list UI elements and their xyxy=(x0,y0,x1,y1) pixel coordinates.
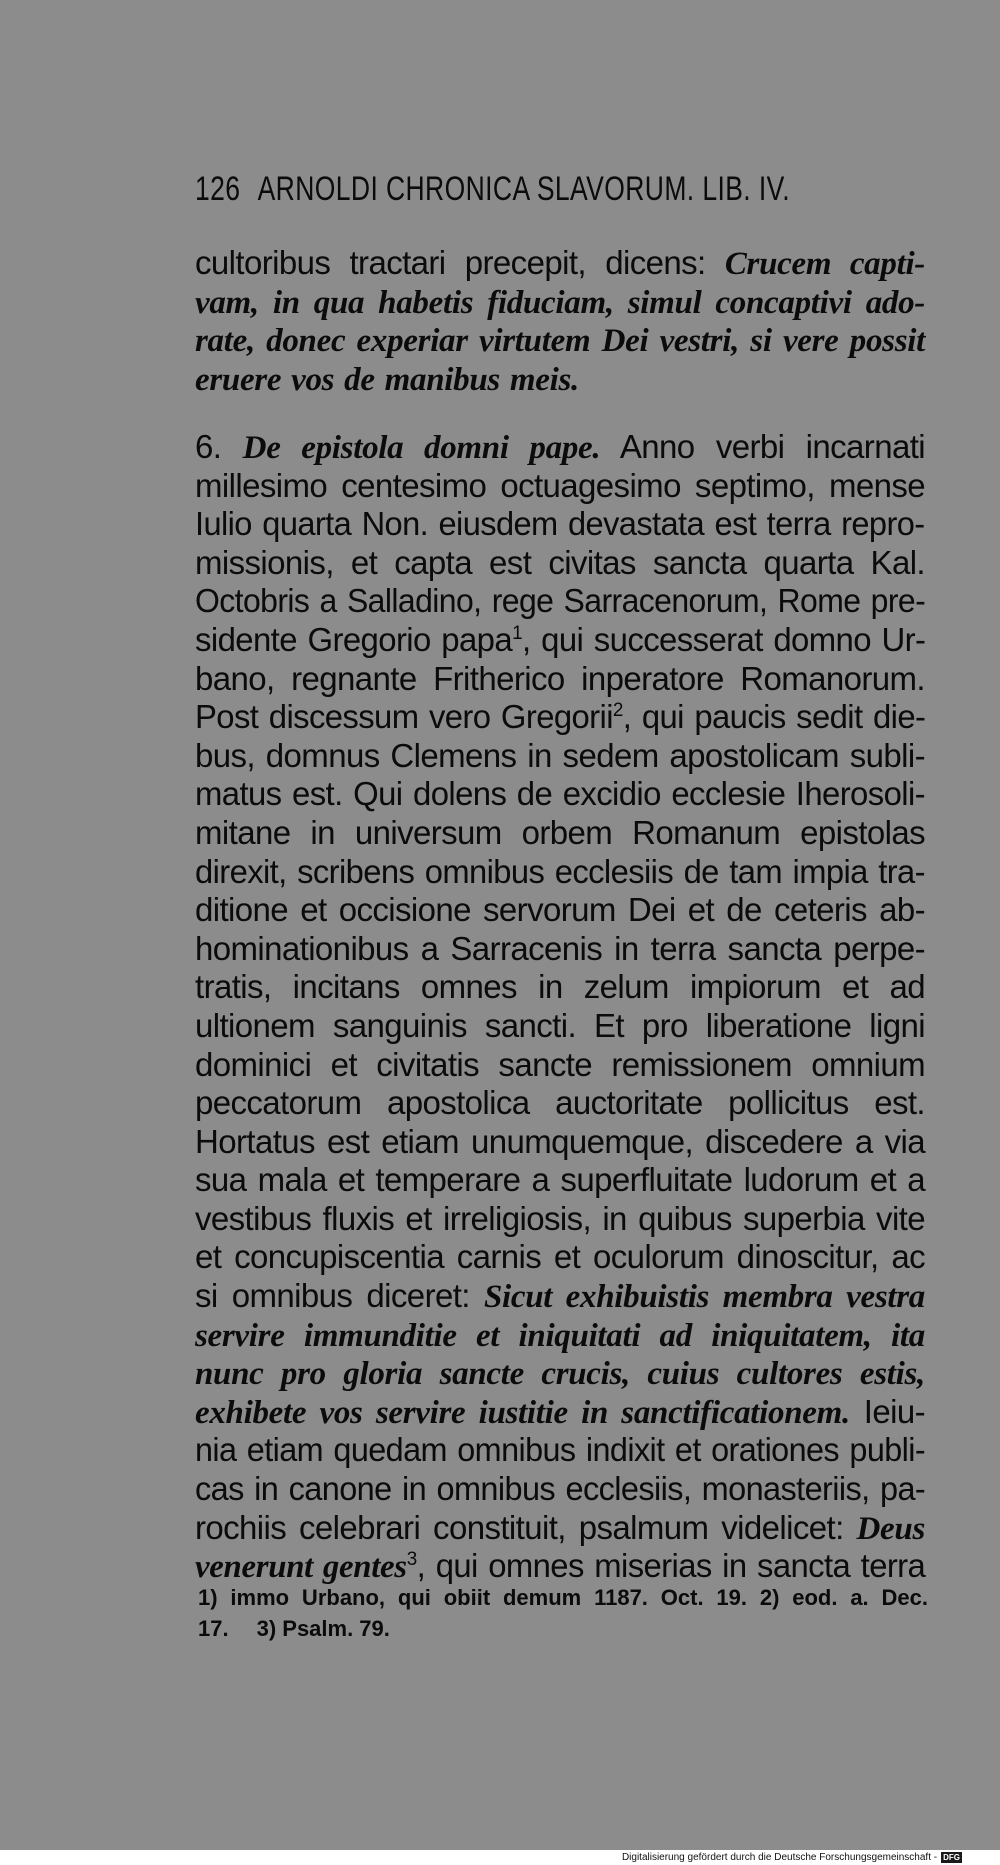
footnote-2-end: 17. xyxy=(198,1616,229,1641)
page-number: 126 xyxy=(195,170,241,208)
text-line xyxy=(195,1161,925,1200)
text-line xyxy=(195,1509,925,1548)
text-line xyxy=(195,1007,925,1046)
text-line xyxy=(195,244,925,283)
italic-quote: Deus xyxy=(856,1510,925,1547)
text-run: sidente Gregorio papa xyxy=(195,620,513,658)
text-run: cas in canone in omnibus ecclesiis, monasteriis, pa- xyxy=(195,1470,926,1508)
text-line xyxy=(195,891,925,930)
italic-quote: servire immunditie et iniquitati ad iniquitatem, ita xyxy=(195,1317,925,1354)
text-run: Post discessum vero Gregorii xyxy=(195,698,613,736)
italic-quote: vam, in qua habetis fiduciam, simul concaptivi ado- xyxy=(195,284,925,321)
text-line xyxy=(195,1316,925,1355)
text-run: vestibus fluxis et irreligiosis, in quibus superbia vite xyxy=(195,1199,925,1237)
italic-quote: venerunt gentes xyxy=(195,1549,407,1586)
text-run: et concupiscentia carnis et oculorum dinoscitur, ac xyxy=(195,1238,925,1276)
footnote-2-start: 2) eod. a. Dec. xyxy=(759,1585,928,1610)
italic-quote: De epistola domni pape. xyxy=(242,430,601,466)
text-run: , qui omnes miserias in sancta terra xyxy=(416,1547,926,1585)
text-run: millesimo centesimo octuagesimo septimo, mense xyxy=(195,466,925,504)
footnote-marker: 2 xyxy=(612,700,623,722)
footnote-1: 1) immo Urbano, qui obiit demum 1187. Oct. 19. xyxy=(198,1585,747,1610)
text-line xyxy=(195,582,926,621)
italic-quote: Sicut exhibuistis membra vestra xyxy=(483,1279,925,1316)
footnote-marker: 1 xyxy=(512,622,523,644)
text-line xyxy=(195,467,925,506)
dfg-logo: DFG xyxy=(943,1852,960,1862)
text-run: Iulio quarta Non. eiusdem devastata est terra repro- xyxy=(195,505,925,543)
footnotes xyxy=(198,1582,928,1644)
chapter-6-text xyxy=(195,428,925,1586)
text-line xyxy=(195,737,925,776)
text-run: ditione et occisione servorum Dei et de ceteris ab- xyxy=(195,891,925,929)
text-run: matus est. Qui dolens de excidio ecclesie Iherosoli- xyxy=(195,775,926,813)
text-run: bano, regnante Fritherico inperatore Romanorum. xyxy=(195,659,925,697)
text-line xyxy=(195,968,925,1007)
text-run: ultionem sanguinis sancti. Et pro liberatione ligni xyxy=(195,1006,925,1044)
text-run: rochiis celebrari constituit, psalmum videlicet: xyxy=(195,1508,857,1546)
italic-quote: eruere vos de manibus meis. xyxy=(195,361,579,398)
text-line xyxy=(195,1431,926,1470)
text-run: missionis, et capta est civitas sancta quarta Kal. xyxy=(195,543,925,581)
text-line xyxy=(195,1354,925,1393)
italic-quote: rate, donec experiar virtutem Dei vestri, si vere possit xyxy=(195,323,925,360)
text-run: tratis, incitans omnes in zelum impiorum et ad xyxy=(195,968,925,1006)
italic-quote: exhibete vos servire iustitie in sanctificationem. xyxy=(195,1394,850,1431)
text-line xyxy=(195,283,925,322)
text-line xyxy=(195,428,925,467)
text-run: peccatorum apostolica auctoritate pollicitus est. xyxy=(195,1084,925,1122)
text-line xyxy=(195,1123,925,1162)
text-run: dominici et civitatis sancte remissionem omnium xyxy=(195,1045,925,1083)
text-block-continuation xyxy=(195,244,925,398)
text-run: bus, domnus Clemens in sedem apostolicam subli- xyxy=(195,736,925,774)
text-line xyxy=(195,698,926,737)
text-line xyxy=(195,1046,925,1085)
text-run: cultoribus tractari precepit, dicens: xyxy=(195,244,725,281)
text-line xyxy=(195,775,926,814)
text-run: mitane in universum orbem Romanum epistolas xyxy=(195,813,925,851)
footnote-line xyxy=(198,1582,928,1613)
text-run: direxit, scribens omnibus ecclesiis de tam impia tra- xyxy=(195,852,925,890)
text-line xyxy=(195,1277,925,1316)
text-line xyxy=(195,930,925,969)
text-run: , qui paucis sedit die- xyxy=(622,698,926,736)
text-line xyxy=(195,1393,925,1432)
italic-quote: nunc pro gloria sancte crucis, cuius cultores estis, xyxy=(195,1356,925,1393)
text-line xyxy=(195,544,925,583)
text-line xyxy=(195,360,925,399)
text-run: Octobris a Salladino, rege Sarracenorum, Rome pre- xyxy=(195,582,926,620)
credit-text: Digitalisierung gefördert durch die Deutsche Forschungsgemeinschaft - xyxy=(621,1852,938,1863)
text-run: , qui successerat domno Ur- xyxy=(522,620,926,658)
text-run: sua mala et temperare a superfluitate ludorum et a xyxy=(195,1161,925,1199)
text-line xyxy=(195,814,925,853)
text-line xyxy=(195,1238,925,1277)
text-line xyxy=(195,1470,926,1509)
text-run: si omnibus diceret: xyxy=(195,1277,484,1315)
footnote-3: 3) Psalm. 79. xyxy=(256,1616,390,1641)
footnote-line xyxy=(198,1613,928,1644)
text-line xyxy=(195,1084,925,1123)
text-run: Ieiu- xyxy=(849,1392,925,1430)
text-run: nia etiam quedam omnibus indixit et orationes publi- xyxy=(195,1431,926,1469)
text-run: 6. xyxy=(195,428,243,465)
text-line xyxy=(195,620,926,660)
footnote-marker: 3 xyxy=(406,1549,417,1571)
running-header xyxy=(195,170,790,209)
text-line xyxy=(195,852,925,892)
running-title: ARNOLDI CHRONICA SLAVORUM. LIB. IV. xyxy=(257,170,790,208)
text-line xyxy=(195,321,925,360)
text-run: hominationibus a Sarracenis in terra sancta perpe- xyxy=(195,929,925,967)
digitization-credit xyxy=(622,1850,962,1865)
italic-quote: Crucem capti- xyxy=(724,246,926,282)
text-run: Hortatus est etiam unumquemque, discedere a via xyxy=(195,1122,925,1160)
text-line xyxy=(195,1547,926,1586)
text-line xyxy=(195,1200,925,1239)
text-line xyxy=(195,505,925,544)
text-run: Anno verbi incarnati xyxy=(600,428,925,465)
text-line xyxy=(195,660,925,699)
